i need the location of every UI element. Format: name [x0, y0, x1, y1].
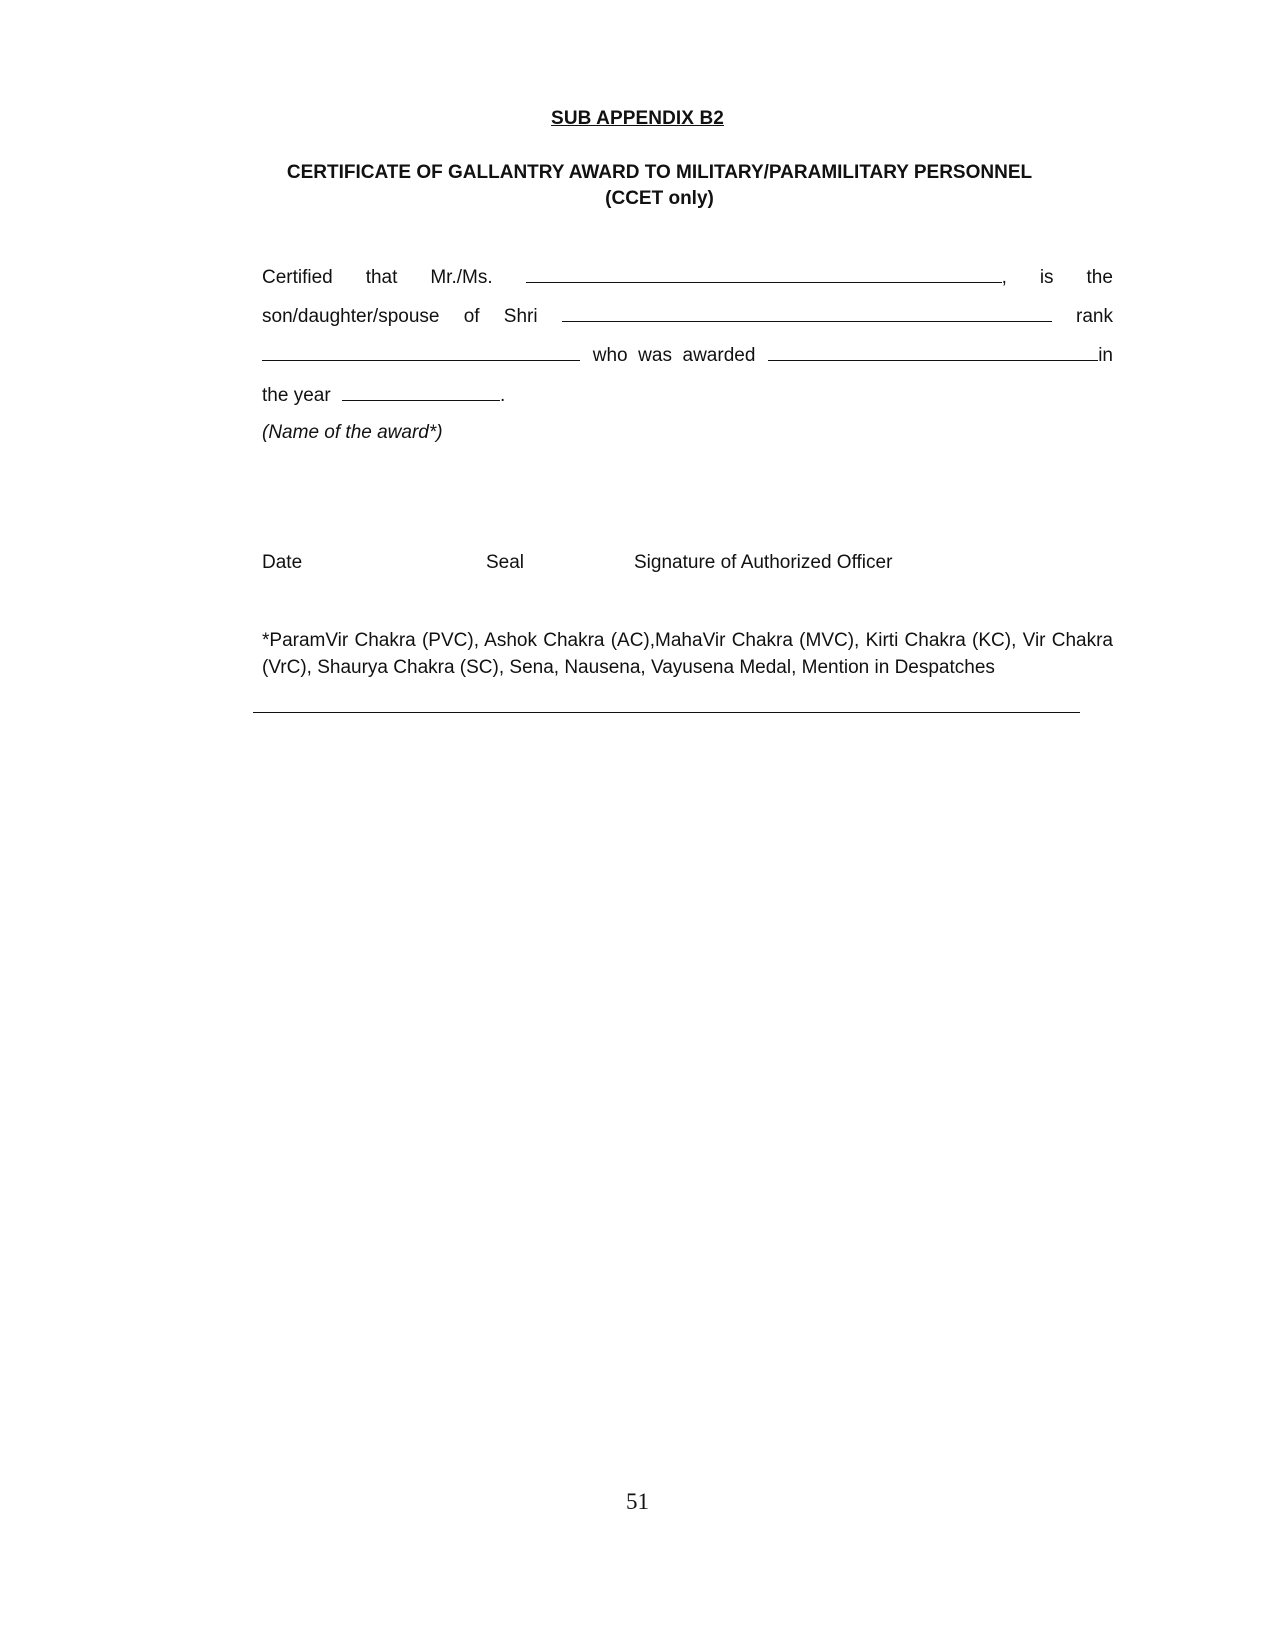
horizontal-rule — [253, 712, 1080, 713]
award-blank-group — [768, 340, 1113, 370]
certificate-line-1 — [262, 262, 1113, 290]
certificate-line-2 — [262, 301, 1113, 329]
comma: , — [1001, 267, 1007, 288]
word-rank: rank — [1076, 306, 1113, 327]
appendix-title: SUB APPENDIX B2 — [551, 108, 724, 129]
rank-blank[interactable] — [262, 340, 580, 361]
word-the: the — [1086, 267, 1113, 288]
name-blank-group — [526, 262, 1007, 292]
award-footnote: *ParamVir Chakra (PVC), Ashok Chakra (AC),MahaVir Chakra (MVC), Kirti Chakra (KC), Vir Chakra (VrC), Shaurya Chakra (SC), Sena, Nausena, Vayusena Medal, Mention in Despatches — [262, 630, 1113, 678]
certificate-line-4 — [262, 380, 1113, 408]
year-blank[interactable] — [342, 380, 500, 401]
certificate-line-3 — [262, 340, 1113, 368]
word-shri: Shri — [503, 306, 538, 327]
page-number: 51 — [626, 1489, 649, 1514]
word-in: in — [1098, 345, 1113, 366]
signature-label: Signature of Authorized Officer — [634, 552, 893, 573]
word-relation: son/daughter/spouse — [262, 306, 440, 327]
period: . — [499, 385, 506, 406]
word-mr-ms: Mr./Ms. — [430, 267, 493, 288]
award-blank[interactable] — [768, 340, 1098, 361]
seal-label: Seal — [486, 552, 525, 573]
word-certified: Certified — [262, 267, 333, 288]
date-label: Date — [262, 552, 303, 573]
name-blank[interactable] — [526, 262, 1002, 283]
who-was-awarded-text: who was awarded — [592, 345, 756, 366]
word-is: is — [1039, 267, 1054, 288]
word-of: of — [463, 306, 480, 327]
the-year-label: the year — [262, 385, 331, 406]
award-name-note: (Name of the award*) — [262, 422, 443, 443]
word-that: that — [365, 267, 398, 288]
certificate-heading: CERTIFICATE OF GALLANTRY AWARD TO MILITARY/PARAMILITARY PERSONNEL (CCET only) — [286, 162, 1033, 209]
parent-name-blank[interactable] — [562, 301, 1052, 322]
signature-row — [262, 549, 1113, 577]
